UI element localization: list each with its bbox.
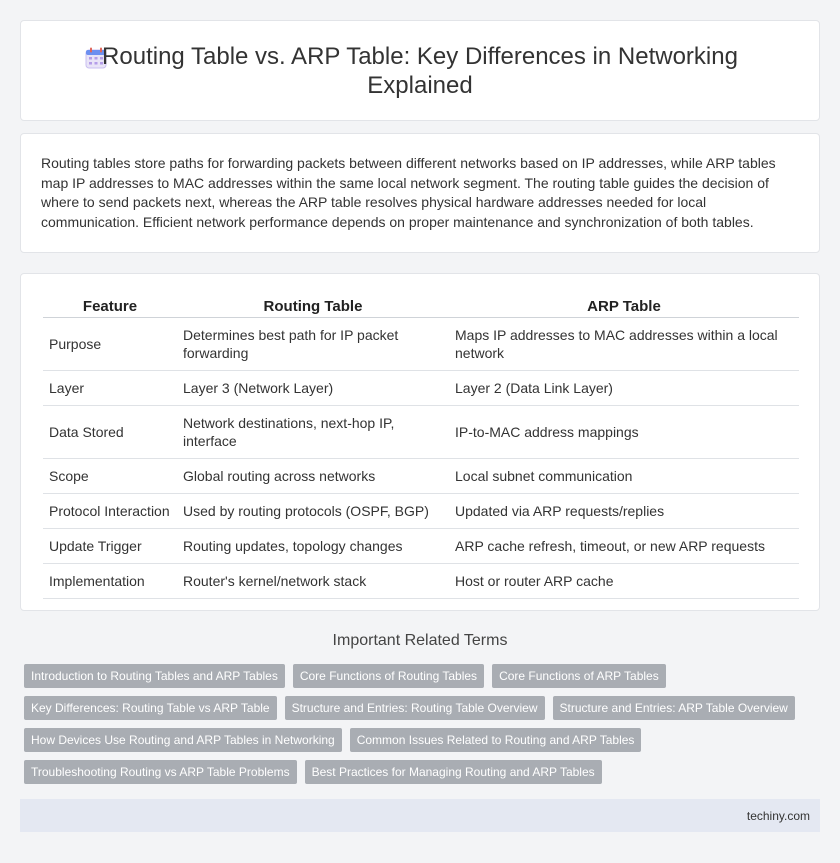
- table-row: [43, 406, 799, 459]
- row-routing: Network destinations, next-hop IP, interface: [177, 406, 449, 459]
- table-row: [43, 459, 799, 494]
- row-routing: Global routing across networks: [177, 459, 449, 494]
- row-arp: Updated via ARP requests/replies: [449, 494, 799, 529]
- table-row: [43, 529, 799, 564]
- table-row: [43, 318, 799, 371]
- header-feature: Feature: [43, 296, 177, 318]
- comparison-table-card: [20, 273, 820, 611]
- footer: [20, 799, 820, 832]
- row-arp: Layer 2 (Data Link Layer): [449, 371, 799, 406]
- row-routing: Router's kernel/network stack: [177, 564, 449, 599]
- table-row: [43, 564, 799, 599]
- row-routing: Routing updates, topology changes: [177, 529, 449, 564]
- row-feature: Layer: [43, 371, 177, 406]
- row-arp: Host or router ARP cache: [449, 564, 799, 599]
- row-feature: Protocol Interaction: [43, 494, 177, 529]
- related-term-link[interactable]: Key Differences: Routing Table vs ARP Table: [24, 696, 277, 720]
- related-term-link[interactable]: Best Practices for Managing Routing and ARP Tables: [305, 760, 602, 784]
- row-feature: Purpose: [43, 318, 177, 371]
- row-feature: Scope: [43, 459, 177, 494]
- related-term-link[interactable]: How Devices Use Routing and ARP Tables in Networking: [24, 728, 342, 752]
- related-term-link[interactable]: Troubleshooting Routing vs ARP Table Problems: [24, 760, 297, 784]
- intro-card: [20, 133, 820, 253]
- related-term-link[interactable]: Structure and Entries: ARP Table Overview: [553, 696, 795, 720]
- header-routing-table: Routing Table: [177, 296, 449, 318]
- header-arp-table: ARP Table: [449, 296, 799, 318]
- table-row: [43, 494, 799, 529]
- footer-site-link[interactable]: techiny.com: [746, 808, 810, 823]
- related-term-link[interactable]: Common Issues Related to Routing and ARP Tables: [350, 728, 642, 752]
- row-routing: Used by routing protocols (OSPF, BGP): [177, 494, 449, 529]
- row-routing: Determines best path for IP packet forwarding: [177, 318, 449, 371]
- row-feature: Implementation: [43, 564, 177, 599]
- related-term-link[interactable]: Core Functions of ARP Tables: [492, 664, 666, 688]
- row-arp: Local subnet communication: [449, 459, 799, 494]
- row-routing: Layer 3 (Network Layer): [177, 371, 449, 406]
- related-term-link[interactable]: Structure and Entries: Routing Table Overview: [285, 696, 545, 720]
- table-row: [43, 371, 799, 406]
- table-header-row: [43, 296, 799, 318]
- row-feature: Data Stored: [43, 406, 177, 459]
- comparison-table: [43, 296, 799, 599]
- intro-paragraph: Routing tables store paths for forwarding packets between different networks based on IP addresses, while ARP tables map IP addresses to MAC addresses within the same local network segment. The routing table guides the decision of where to send packets next, whereas the ARP table resolves physical hardware addresses needed for local communication. Efficient network performance depends on proper maintenance and synchronization of both tables.: [41, 155, 776, 230]
- row-feature: Update Trigger: [43, 529, 177, 564]
- row-arp: Maps IP addresses to MAC addresses within a local network: [449, 318, 799, 371]
- page-title: Routing Table vs. ARP Table: Key Differences in Networking Explained: [102, 42, 738, 99]
- related-terms-list: [24, 664, 824, 784]
- header-card: [20, 20, 820, 121]
- related-term-link[interactable]: Core Functions of Routing Tables: [293, 664, 484, 688]
- row-arp: ARP cache refresh, timeout, or new ARP requests: [449, 529, 799, 564]
- related-term-link[interactable]: Introduction to Routing Tables and ARP Tables: [24, 664, 285, 688]
- related-terms-title: Important Related Terms: [332, 632, 508, 649]
- row-arp: IP-to-MAC address mappings: [449, 406, 799, 459]
